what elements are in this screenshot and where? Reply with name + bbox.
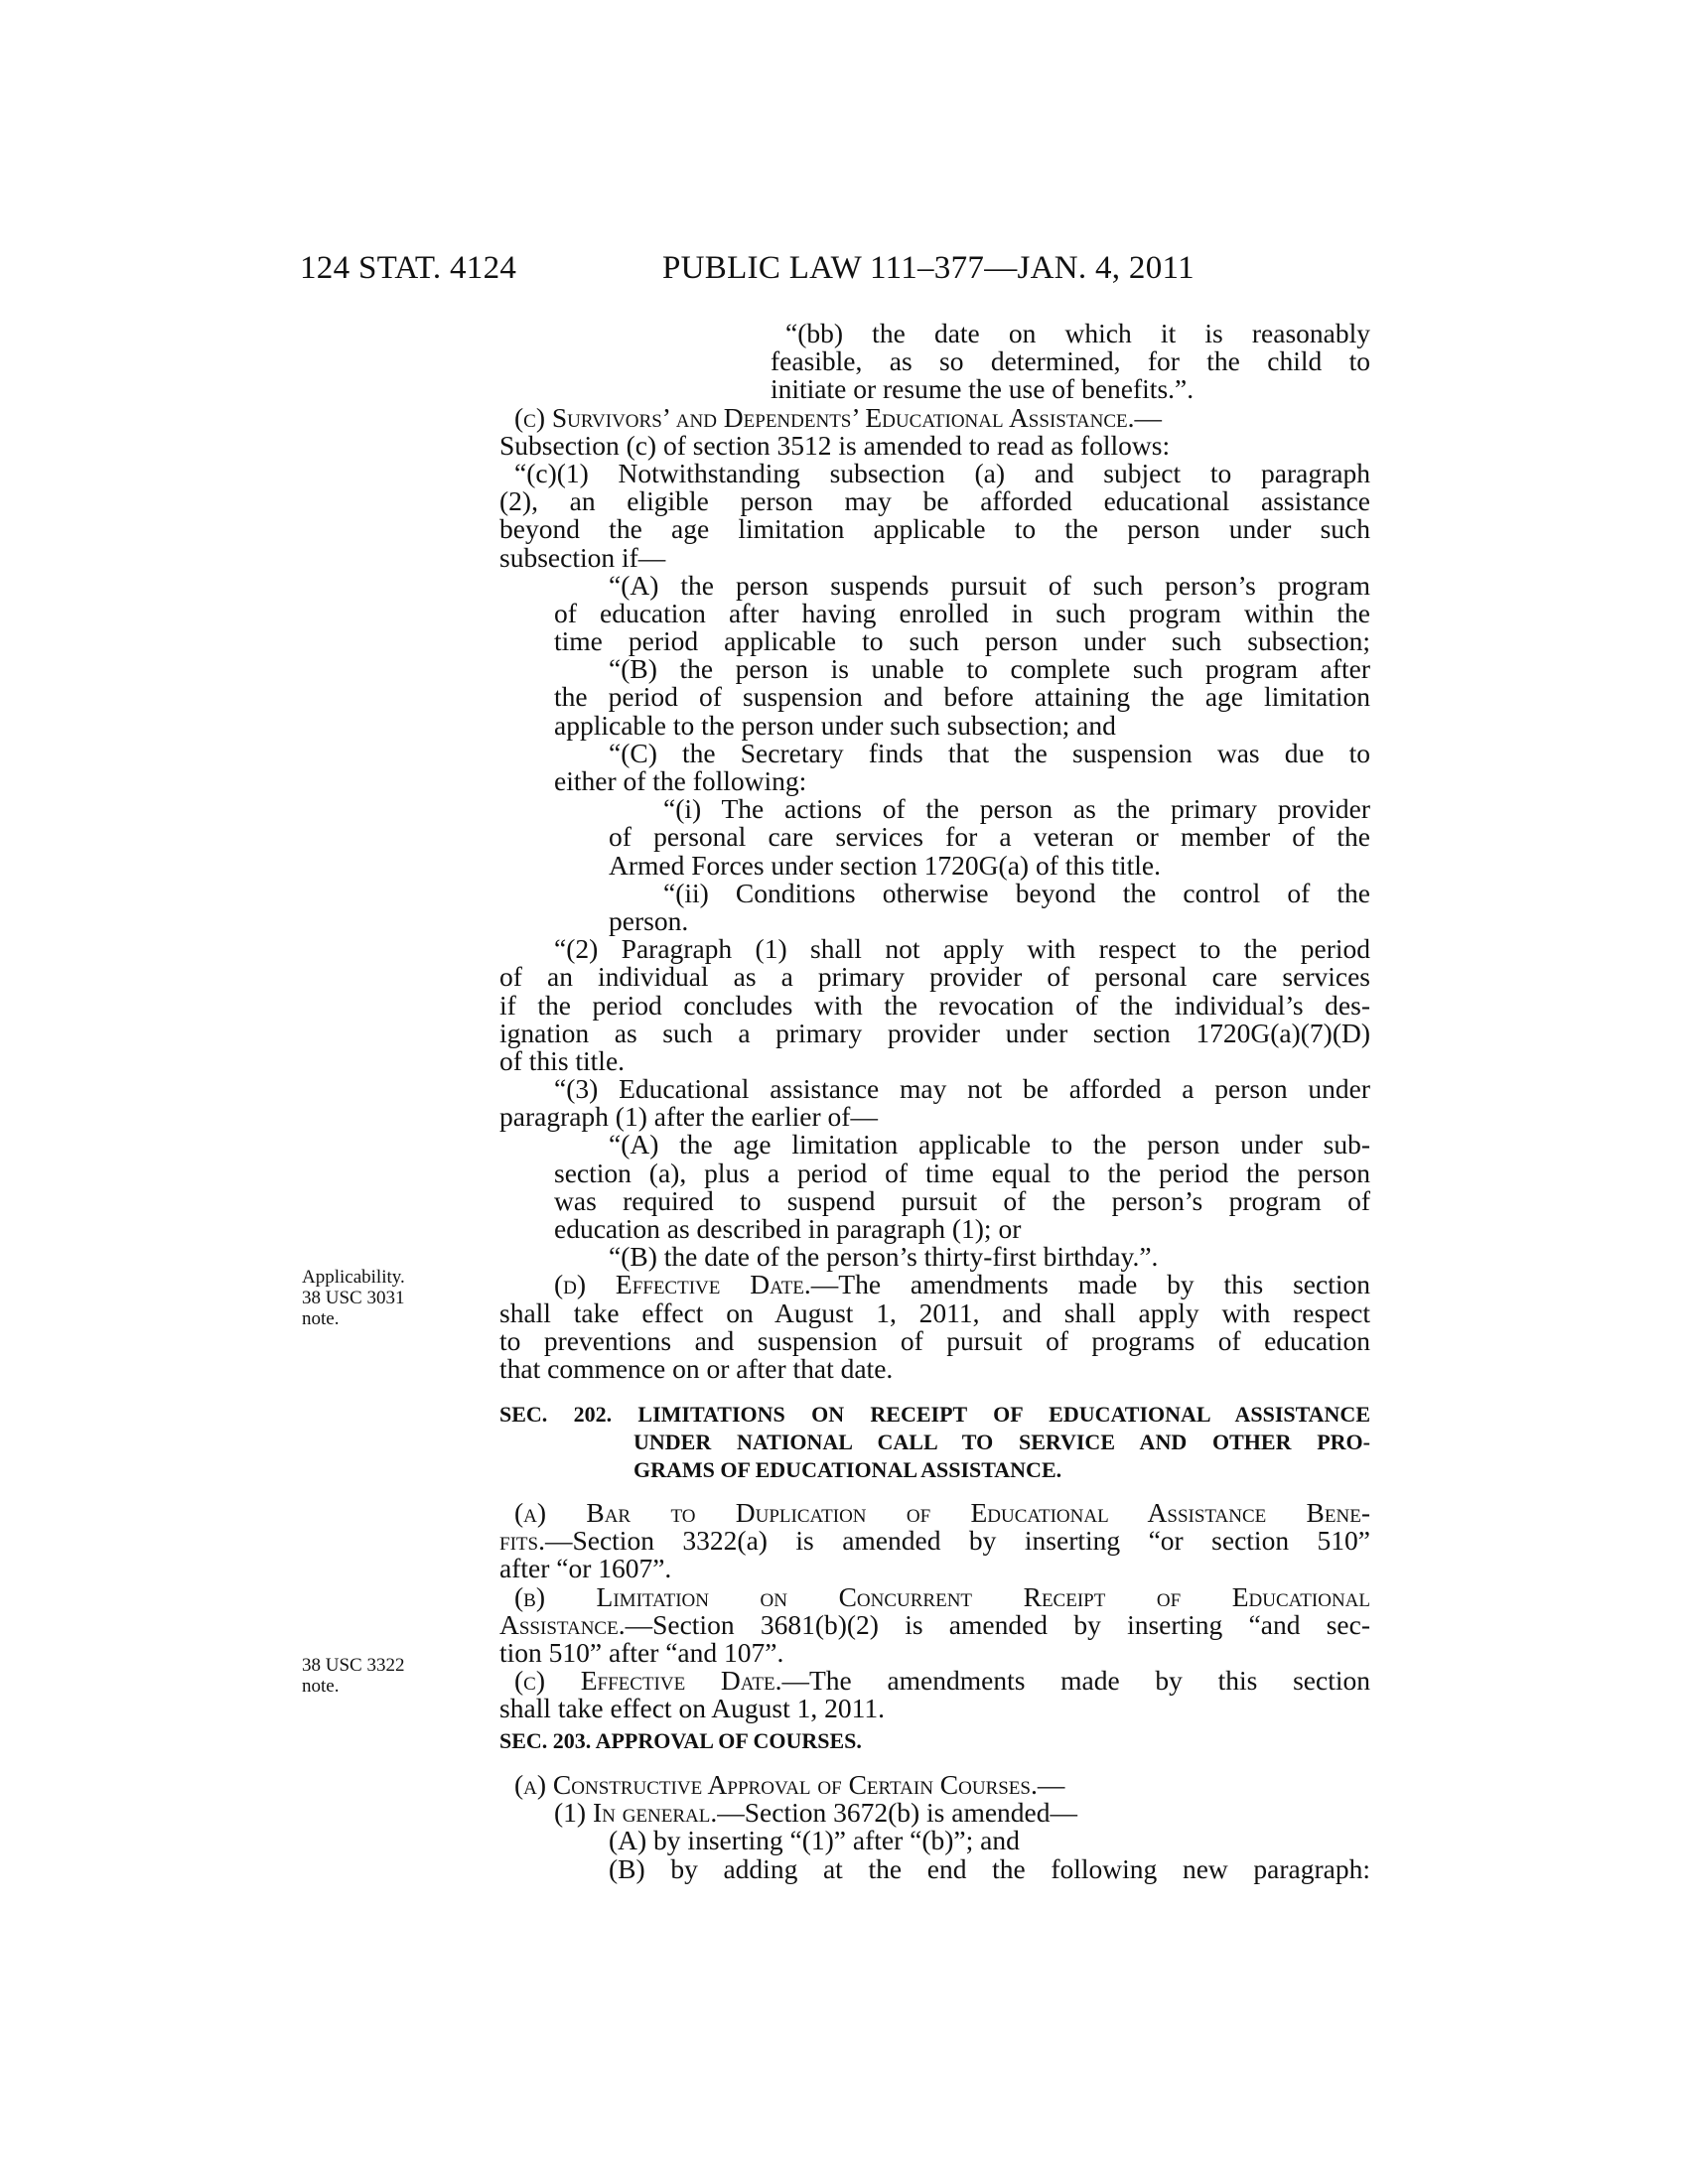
paragraph-heading: (1) In general.: [554, 1797, 718, 1829]
text-line: [514, 1667, 1370, 1695]
text-line: (B) by adding at the end the following new paragraph:: [609, 1852, 1370, 1884]
text-fragment: —The amendments made by this section: [781, 1665, 1370, 1697]
clause-bb: [499, 320, 1370, 404]
text-line: ignation as such a primary provider under section 1720G(a)(7)(D): [499, 1017, 1370, 1048]
text-line: “(C) the Secretary finds that the suspension was due to: [609, 737, 1370, 768]
text-line: feasible, as so determined, for the child to: [771, 345, 1370, 377]
text-line: “(B) the person is unable to complete such program after: [609, 653, 1370, 685]
subsection-heading: Assistance.: [499, 1608, 626, 1640]
text-line: tion 510” after “and 107”.: [499, 1636, 784, 1668]
text-fragment: —Section 3681(b)(2) is amended by inserting “and sec-: [625, 1608, 1370, 1640]
text-line: “(c)(1) Notwithstanding subsection (a) and subject to paragraph: [514, 457, 1370, 488]
text-line: person.: [609, 904, 689, 936]
text-line: [554, 1799, 1370, 1827]
text-line: of an individual as a primary provider of personal care services: [499, 961, 1370, 993]
text-line: beyond the age limitation applicable to the person under such: [499, 513, 1370, 545]
text-line: time period applicable to such person under such subsection;: [554, 625, 1370, 657]
text-line: “(A) the age limitation applicable to the person under sub-: [609, 1129, 1370, 1160]
text-fragment: —Section 3672(b) is amended—: [717, 1797, 1078, 1829]
subsection-heading: (c) Effective Date.: [514, 1665, 782, 1697]
text-line: to preventions and suspension of pursuit of programs of education: [499, 1324, 1370, 1356]
text-line: shall take effect on August 1, 2011.: [499, 1693, 885, 1724]
subsection-heading: (d) Effective Date.: [554, 1269, 811, 1300]
text-line: “(B) the date of the person’s thirty-first birthday.”.: [609, 1241, 1159, 1273]
subsection-heading: (c) Survivors’ and Dependents’ Educational Assistance.—: [514, 401, 1163, 433]
text-line: applicable to the person under such subsection; and: [554, 709, 1116, 741]
text-line: of education after having enrolled in such program within the: [554, 597, 1370, 628]
text-line: “(2) Paragraph (1) shall not apply with respect to the period: [554, 933, 1370, 965]
text-line: “(A) the person suspends pursuit of such person’s program: [609, 569, 1370, 601]
margin-note-line: Applicability.: [302, 1267, 405, 1288]
text-line: subsection if—: [499, 541, 666, 573]
margin-note-applicability: [302, 1267, 441, 1329]
section-203: [499, 1727, 1370, 1755]
text-line: if the period concludes with the revocation of the individual’s des-: [499, 989, 1370, 1021]
section-203-body: [499, 1771, 1370, 1883]
section-heading-line: UNDER NATIONAL CALL TO SERVICE AND OTHER PRO-: [633, 1430, 1370, 1455]
text-fragment: —The amendments made by this section: [810, 1269, 1370, 1300]
text-line: shall take effect on August 1, 2011, and shall apply with respect: [499, 1297, 1370, 1328]
text-line: the period of suspension and before attaining the age limitation: [554, 681, 1370, 713]
text-line: of personal care services for a veteran or member of the: [609, 821, 1370, 853]
section-heading-line: SEC. 202. LIMITATIONS ON RECEIPT OF EDUCATIONAL ASSISTANCE: [499, 1402, 1370, 1427]
text-line: [554, 1271, 1370, 1298]
text-line: Subsection (c) of section 3512 is amended to read as follows:: [499, 429, 1171, 461]
page-stat-number: 124 STAT. 4124: [300, 250, 517, 286]
text-line: [499, 1608, 1370, 1640]
text-line: education as described in paragraph (1); or: [554, 1213, 1022, 1245]
subsection-heading: fits.: [499, 1525, 545, 1557]
text-line: Armed Forces under section 1720G(a) of this title.: [609, 849, 1161, 881]
text-line: (A) by inserting “(1)” after “(b)”; and: [609, 1825, 1020, 1856]
text-line: “(ii) Conditions otherwise beyond the control of the: [663, 877, 1370, 908]
margin-note-usc3322: [302, 1655, 441, 1697]
text-fragment: —Section 3322(a) is amended by inserting “or section 510”: [544, 1525, 1370, 1557]
text-line: of this title.: [499, 1044, 626, 1076]
text-line: that commence on or after that date.: [499, 1352, 894, 1384]
text-line: initiate or resume the use of benefits.”.: [771, 373, 1195, 405]
subsection-heading: (a) Bar to Duplication of Educational Assistance Bene-: [514, 1497, 1370, 1528]
margin-note-line: note.: [302, 1308, 340, 1329]
text-line: was required to suspend pursuit of the person’s program of: [554, 1184, 1370, 1216]
page-running-title: PUBLIC LAW 111–377—JAN. 4, 2011: [662, 250, 1195, 286]
text-line: after “or 1607”.: [499, 1553, 672, 1584]
text-line: “(bb) the date on which it is reasonably: [785, 318, 1370, 348]
text-line: “(3) Educational assistance may not be afforded a person under: [554, 1073, 1370, 1105]
subsection-c: [499, 401, 1370, 1384]
text-line: section (a), plus a period of time equal to the period the person: [554, 1157, 1370, 1188]
text-line: either of the following:: [554, 765, 807, 797]
text-line: [499, 1527, 1370, 1555]
text-line: paragraph (1) after the earlier of—: [499, 1101, 878, 1133]
section-202-heading: [499, 1401, 1370, 1485]
section-202-body: [499, 1499, 1370, 1723]
margin-note-line: 38 USC 3031: [302, 1288, 405, 1308]
margin-note-line: 38 USC 3322: [302, 1655, 405, 1676]
section-heading-line: SEC. 203. APPROVAL OF COURSES.: [499, 1728, 862, 1753]
subsection-heading: (b) Limitation on Concurrent Receipt of Educational: [514, 1580, 1370, 1612]
text-line: (2), an eligible person may be afforded educational assistance: [499, 485, 1370, 517]
subsection-heading: (a) Constructive Approval of Certain Courses.—: [514, 1769, 1065, 1800]
section-heading-line: GRAMS OF EDUCATIONAL ASSISTANCE.: [633, 1457, 1062, 1483]
margin-note-line: note.: [302, 1676, 340, 1697]
text-line: “(i) The actions of the person as the primary provider: [663, 793, 1370, 825]
